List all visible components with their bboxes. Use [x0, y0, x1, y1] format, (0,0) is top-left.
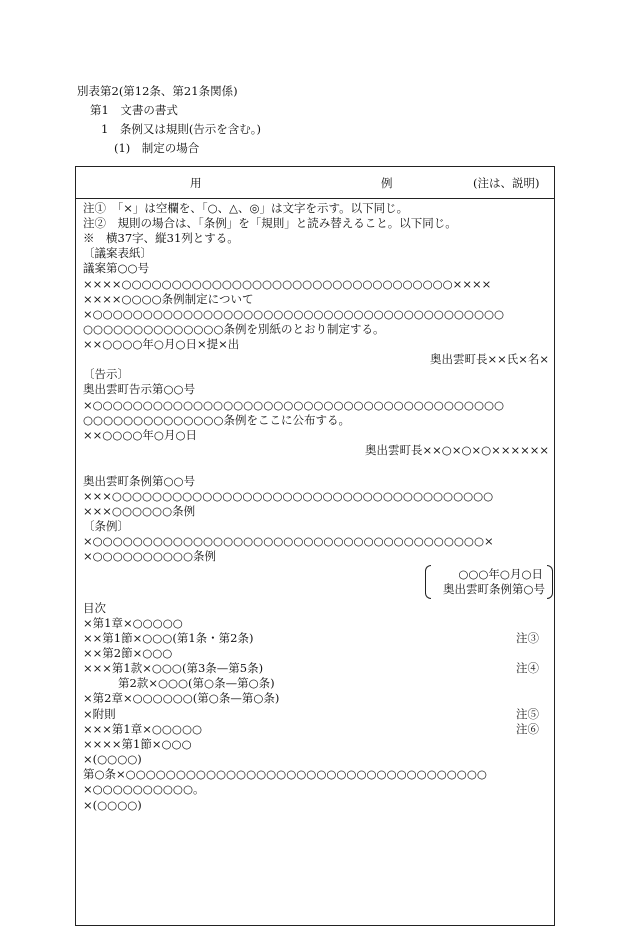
- ordinance-number: 奥出雲町条例第○○号: [83, 474, 196, 488]
- notice-mayor: 奥出雲町長××○×○×○××××××: [365, 443, 549, 457]
- label-notice: 〔告示〕: [83, 367, 129, 381]
- article-caption-1: ×(○○○○): [83, 752, 142, 766]
- article-caption-2: ×(○○○○): [83, 798, 142, 812]
- bill-line-2: ××××○○○○条例制定について: [83, 292, 254, 306]
- note-4: 注④: [516, 661, 539, 675]
- toc-chapter-1: ×第1章×○○○○○: [83, 616, 183, 630]
- ordinance-title-1: ×××○○○○○○○○○○○○○○○○○○○○○○○○○○○○○○○○○○○○○○: [83, 489, 494, 503]
- example-table: [75, 166, 555, 926]
- bracket-reference: [425, 565, 553, 599]
- bill-number: 議案第○○号: [83, 261, 150, 275]
- article-line-2: ×○○○○○○○○○○。: [83, 782, 205, 796]
- section-1-heading: ××××第1節×○○○: [83, 737, 192, 751]
- bracket-date: ○○○年○月○日: [458, 567, 543, 581]
- note-5: 注⑤: [516, 707, 539, 721]
- note-2: 注② 規則の場合は、「条例」を「規則」と読み替えること。以下同じ。: [83, 216, 457, 230]
- bill-line-3: ×○○○○○○○○○○○○○○○○○○○○○○○○○○○○○○○○○○○○○○○○○: [83, 307, 505, 321]
- header-col-3: (注は、説明): [473, 176, 540, 190]
- table-header: [76, 167, 554, 199]
- bill-mayor: 奥出雲町長××氏×名×: [429, 352, 549, 366]
- label-ordinance: 〔条例〕: [83, 519, 129, 533]
- notice-number: 奥出雲町告示第○○号: [83, 382, 196, 396]
- bracket-left: [425, 565, 431, 599]
- article-line-1: 第○条×○○○○○○○○○○○○○○○○○○○○○○○○○○○○○○○○○○○○: [83, 767, 487, 781]
- bill-date: ××○○○○年○月○日×提×出: [83, 337, 240, 351]
- bracket-ordinance-number: 奥出雲町条例第○号: [442, 582, 545, 596]
- ordinance-title-2: ×××○○○○○○条例: [83, 504, 196, 518]
- label-bill-cover: 〔議案表紙〕: [83, 246, 152, 260]
- header-col-1: 用: [190, 176, 202, 190]
- heading-subitem-1: (1) 制定の場合: [114, 141, 200, 155]
- toc-subsection-1: ×××第1款×○○○(第3条—第5条): [83, 661, 264, 675]
- toc-section-1: ××第1節×○○○(第1条・第2条): [83, 631, 254, 645]
- bracket-right: [547, 565, 553, 599]
- header-col-2: 例: [381, 176, 393, 190]
- toc-title: 目次: [83, 601, 106, 615]
- ordinance-line-2: ×○○○○○○○○○○条例: [83, 549, 216, 563]
- note-6: 注⑥: [516, 722, 539, 736]
- note-3: 注③: [516, 631, 539, 645]
- heading-appendix: 別表第2(第12条、第21条関係): [77, 84, 238, 98]
- ordinance-line-1: ×○○○○○○○○○○○○○○○○○○○○○○○○○○○○○○○○○○○○○○○×: [83, 534, 494, 548]
- toc-supplementary: ×附則: [83, 707, 116, 721]
- notice-line-2: ○○○○○○○○○○○○○○条例をここに公布する。: [83, 413, 350, 427]
- bill-line-4: ○○○○○○○○○○○○○○条例を別紙のとおり制定する。: [83, 322, 385, 336]
- notice-line-1: ×○○○○○○○○○○○○○○○○○○○○○○○○○○○○○○○○○○○○○○○○○: [83, 398, 505, 412]
- toc-chapter-2: ×第2章×○○○○○○(第○条—第○条): [83, 691, 280, 705]
- chapter-1-heading: ×××第1章×○○○○○: [83, 722, 203, 736]
- note-1: 注① 「×」は空欄を、「○、△、◎」は文字を示す。以下同じ。: [83, 201, 409, 215]
- notice-date: ××○○○○年○月○日: [83, 428, 197, 442]
- toc-section-2: ××第2節×○○○: [83, 646, 173, 660]
- heading-section-1: 第1 文書の書式: [90, 103, 178, 117]
- heading-item-1: 1 条例又は規則(告示を含む。): [101, 122, 262, 136]
- bill-line-1: ××××○○○○○○○○○○○○○○○○○○○○○○○○○○○○○○○○○××××: [83, 277, 492, 291]
- note-format: ※ 横37字、縦31列とする。: [83, 231, 239, 245]
- toc-subsection-2: 第2款×○○○(第○条—第○条): [118, 676, 275, 690]
